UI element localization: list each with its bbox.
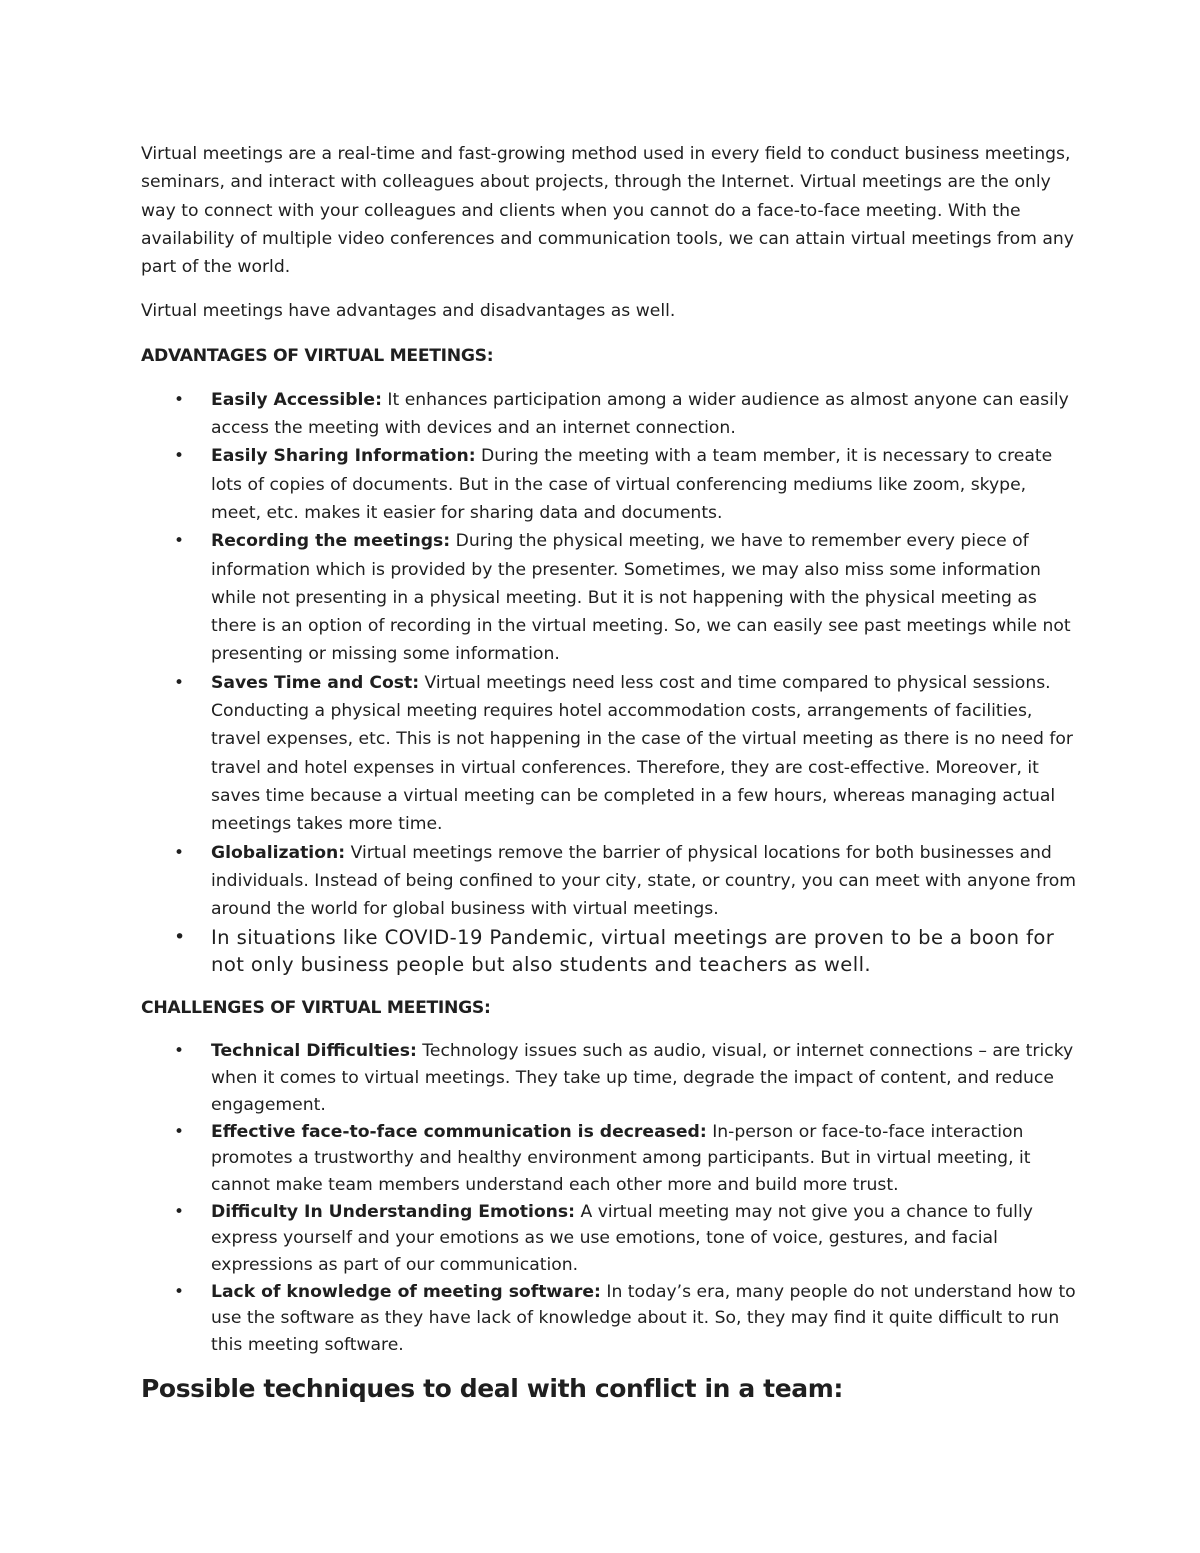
intro-paragraph-2: Virtual meetings have advantages and disadvantages as well. — [141, 301, 676, 322]
list-item-text: A virtual meeting may not give you a chance to fully express yourself and your emotions as we use emotions, tone of voice, gestures, and facial expressions as part of our communication. — [211, 1201, 1033, 1276]
list-item — [141, 669, 1081, 839]
list-item-text: Virtual meetings remove the barrier of physical locations for both businesses and individuals. Instead of being confined to your city, state, or country, you can meet with anyone from around the world for global business with virtual meetings. — [211, 842, 1077, 920]
list-item-text: In today’s era, many people do not understand how to use the software as they have lack of knowledge about it. So, they may find it quite difficult to run this meeting software. — [211, 1281, 1076, 1356]
list-item-term: Technical Difficulties: — [211, 1041, 417, 1062]
bullet-icon: • — [174, 1121, 185, 1142]
list-item — [141, 1119, 1081, 1199]
bullet-icon: • — [174, 926, 186, 949]
advantages-list — [141, 386, 1081, 979]
list-item-term: Easily Sharing Information: — [211, 446, 476, 467]
list-item-text: Technology issues such as audio, visual, or internet connections – are tricky when it comes to virtual meetings. They take up time, degrade the impact of content, and reduce engagement. — [211, 1041, 1074, 1115]
list-item — [141, 442, 1081, 527]
list-item — [141, 386, 1081, 443]
bullet-icon: • — [174, 531, 185, 552]
bullet-icon: • — [174, 1281, 185, 1302]
covid-item-lead: In situations like COVID-19 Pandemic — [211, 926, 588, 950]
list-item-covid — [141, 924, 1081, 978]
bullet-icon: • — [174, 1041, 185, 1062]
bullet-icon: • — [174, 446, 185, 467]
list-item-text: It enhances participation among a wider audience as almost anyone can easily access the meeting with devices and an internet connection. — [211, 389, 1069, 439]
list-item-term: Recording the meetings: — [211, 531, 451, 552]
list-item-term: Easily Accessible: — [211, 389, 382, 410]
list-item-text: During the meeting with a team member, it is necessary to create lots of copies of documents. But in the case of virtual conferencing mediums like zoom, skype, meet, etc. makes it easier for sharing data and documents. — [211, 446, 1053, 523]
list-item-term: Saves Time and Cost: — [211, 672, 420, 693]
list-item-text: During the physical meeting, we have to remember every piece of information which is provided by the presenter. Sometimes, we may also miss some information while not presenting in a physical meeting. But it is not happening with the physical meeting as there is an option of recording in the virtual meeting. So, we can easily see past meetings while not presenting or missing some information. — [211, 531, 1071, 665]
conflict-techniques-heading: Possible techniques to deal with conflict in a team: — [141, 1373, 843, 1403]
list-item — [141, 1038, 1081, 1118]
list-item — [141, 839, 1081, 924]
document-body — [141, 140, 1081, 1405]
challenges-heading: CHALLENGES OF VIRTUAL MEETINGS: — [141, 998, 491, 1019]
bullet-icon: • — [174, 672, 185, 693]
list-item-term: Difficulty In Understanding Emotions: — [211, 1201, 576, 1222]
bullet-icon: • — [174, 842, 185, 863]
list-item — [141, 1279, 1081, 1359]
list-item — [141, 1199, 1081, 1279]
advantages-heading: ADVANTAGES OF VIRTUAL MEETINGS: — [141, 345, 494, 366]
bullet-icon: • — [174, 1201, 185, 1222]
list-item-text: In-person or face-to-face interaction promotes a trustworthy and healthy environment among participants. But in virtual meeting, it cannot make team members understand each other more and build more trust. — [211, 1121, 1031, 1195]
list-item-text: Virtual meetings need less cost and time compared to physical sessions. Conducting a physical meeting requires hotel accommodation costs, arrangements of facilities, travel expenses, etc. This is not happening in the case of the virtual meeting as there is no need for travel and hotel expenses in virtual conferences. Therefore, they are cost-effective. Moreover, it saves time because a virtual meeting can be completed in a few hours, whereas managing actual meetings takes more time. — [211, 672, 1073, 835]
list-item-term: Globalization: — [211, 842, 346, 863]
intro-paragraph: Virtual meetings are a real-time and fast-growing method used in every field to conduct business meetings, seminars, and interact with colleagues about projects, through the Internet. Virtual meetings are the only way to connect with your colleagues and clients when you cannot do a face-to-face meeting. With the availability of multiple video conferences and communication tools, we can attain virtual meetings from any part of the world. — [141, 144, 1074, 278]
list-item — [141, 527, 1081, 668]
challenges-list — [141, 1038, 1081, 1358]
list-item-term: Lack of knowledge of meeting software: — [211, 1281, 601, 1302]
bullet-icon: • — [174, 389, 185, 410]
list-item-term: Effective face-to-face communication is decreased: — [211, 1121, 707, 1142]
covid-item-text: , virtual meetings are proven to be a boon for not only business people but also students and teachers as well. — [211, 926, 1055, 977]
